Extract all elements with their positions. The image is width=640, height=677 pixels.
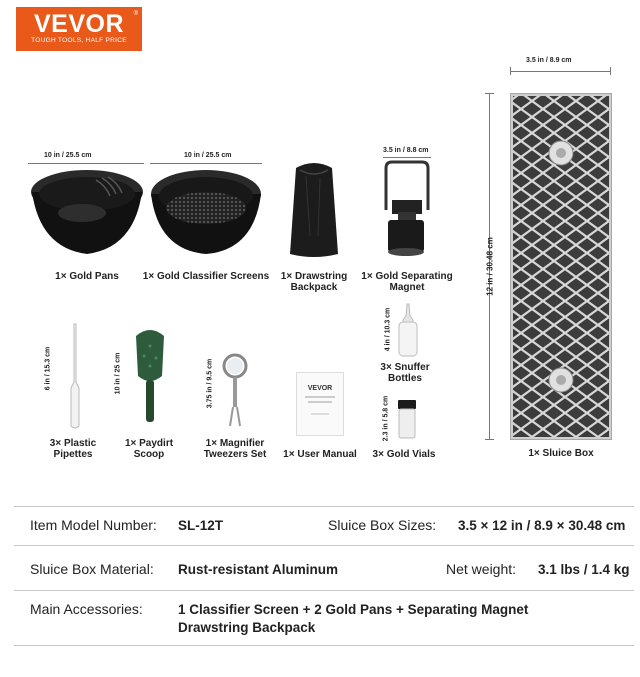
paydirt-scoop-image — [132, 326, 168, 426]
magnifier-tweezers-image — [218, 352, 252, 428]
spec-divider-2 — [14, 590, 634, 591]
spec-divider-1 — [14, 545, 634, 546]
screen-width-label: 10 in / 25.5 cm — [184, 152, 232, 159]
pan-width-label: 10 in / 25.5 cm — [44, 152, 92, 159]
sluice-length-tick-bottom — [485, 439, 494, 440]
sluice-width-tick-left — [510, 67, 511, 75]
classifier-screens-label: 1× Gold Classifier Screens — [142, 271, 270, 282]
screen-width-line — [150, 163, 262, 164]
scoop-label-line2: Scoop — [133, 449, 165, 460]
material-label: Sluice Box Material: — [30, 561, 154, 577]
bottles-label-line2: Bottles — [388, 373, 422, 384]
logo-registered-mark: ® — [133, 11, 138, 17]
spec-divider-bottom — [14, 645, 634, 646]
sluice-size-label: Sluice Box Sizes: — [328, 517, 437, 533]
model-number-label: Item Model Number: — [30, 517, 157, 533]
net-weight-value: 3.1 lbs / 1.4 kg — [538, 562, 630, 577]
sluice-width-tick-right — [610, 67, 611, 75]
magnet-width-line — [383, 157, 431, 158]
magnet-label-line1: 1× Gold Separating — [361, 271, 453, 282]
sluice-width-label: 3.5 in / 8.9 cm — [526, 57, 572, 64]
bottles-label-line1: 3× Snuffer — [380, 362, 430, 373]
model-number-value: SL-12T — [178, 518, 224, 533]
pipettes-label-line2: Pipettes — [53, 449, 93, 460]
scoop-label-line1: 1× Paydirt — [124, 438, 174, 449]
accessories-value-line2: Drawstring Backpack — [178, 620, 316, 635]
sluice-box-label: 1× Sluice Box — [528, 448, 594, 459]
sluice-width-line — [510, 71, 611, 72]
drawstring-backpack-image — [286, 158, 342, 260]
backpack-label-line1: 1× Drawstring — [280, 271, 348, 282]
gold-pan-image — [30, 168, 144, 258]
logo-wordmark: VEVOR — [33, 10, 125, 38]
bottle-height-label: 4 in / 10.3 cm — [384, 307, 392, 352]
magnet-width-label: 3.5 in / 8.8 cm — [383, 147, 429, 154]
classifier-screen-image — [150, 168, 262, 258]
gold-pans-label: 1× Gold Pans — [55, 271, 119, 282]
scoop-length-label: 10 in / 25 cm — [114, 352, 122, 395]
tweezers-label-line2: Tweezers Set — [203, 449, 267, 460]
manual-cover-brand: VEVOR — [307, 385, 333, 392]
sluice-size-value: 3.5 × 12 in / 8.9 × 30.48 cm — [458, 518, 626, 533]
sluice-length-tick-top — [485, 93, 494, 94]
sluice-length-label: 12 in / 30.48 cm — [485, 237, 495, 296]
vial-height-label: 2.3 in / 5.8 cm — [382, 395, 390, 442]
pan-width-line — [28, 163, 144, 164]
separating-magnet-image — [378, 160, 436, 260]
backpack-label-line2: Backpack — [290, 282, 338, 293]
vevor-logo — [16, 7, 142, 51]
pipette-length-label: 6 in / 15.3 cm — [44, 346, 52, 391]
accessories-label: Main Accessories: — [30, 601, 143, 617]
magnet-label-line2: Magnet — [389, 282, 425, 293]
material-value: Rust-resistant Aluminum — [178, 562, 339, 577]
user-manual-label: 1× User Manual — [283, 449, 357, 460]
vials-label: 3× Gold Vials — [372, 449, 436, 460]
user-manual-image — [296, 372, 344, 436]
accessories-value-line1: 1 Classifier Screen + 2 Gold Pans + Separating Magnet — [178, 602, 529, 617]
gold-vial-image — [396, 398, 418, 440]
net-weight-label: Net weight: — [446, 561, 517, 577]
snuffer-bottle-image — [396, 302, 420, 358]
pipettes-label-line1: 3× Plastic — [49, 438, 97, 449]
tweezers-label-line1: 1× Magnifier — [205, 438, 265, 449]
logo-tagline: TOUGH TOOLS, HALF PRICE — [31, 37, 127, 44]
spec-divider-top — [14, 506, 634, 507]
tweezers-length-label: 3.75 in / 9.5 cm — [206, 358, 214, 409]
sluice-box-image — [510, 93, 612, 440]
